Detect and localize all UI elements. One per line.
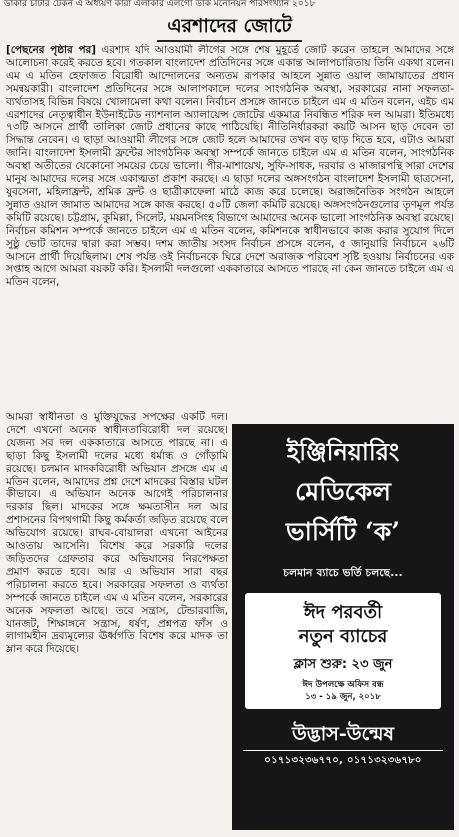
ad-new-batch: নতুন ব্যাচের: [298, 626, 388, 647]
ad-batch-box: [245, 593, 441, 709]
continuation-tag: [পেছনের পৃষ্ঠার পর]: [6, 44, 96, 56]
ad-medical: মেডিকেল: [295, 477, 391, 506]
clipped-previous-text: ডাকার চার্টার টেকন এ অধ্যয়ণ কারা এলাকার এলগো ডাক মনোনয়ন পরিসংখ্যান ২০১৮: [4, 0, 316, 9]
ad-office-notice: ঈদ উপলক্ষে অফিস বন্ধ: [302, 680, 384, 690]
ad-engineering: ইঞ্জিনিয়ারিং: [286, 437, 400, 466]
ad-office-dates: ১৩ - ১৯ জুন, ২০১৮: [305, 692, 381, 702]
headline-area: [0, 9, 459, 42]
article-body-full-width: [6, 44, 454, 410]
coaching-advertisement: [232, 424, 454, 830]
ad-divider: [243, 750, 443, 751]
ad-brand: উদ্ভাস-উন্মেষ: [291, 723, 395, 745]
ad-class-start: ক্লাস শুরু: ২৩ জুন: [293, 657, 393, 672]
article-text-left: আমরা স্বাধীনতা ও মুক্তিযুদ্ধের সপক্ষের একটি দল। দেশে এখনো অনেক স্বাধীনতাবিরোধী দল রয়েছে। যেজন্য সব দল এককাতারে আসতে পারছে না। এ ছাড়া কিছু ইসলামী দলের মধ্যে ধর্মান্ধ ও গোঁড়ামি রয়েছে। চলমান মাদকবিরোধী অভিযান প্রসঙ্গে এম এ মতিন বলেন, আমাদের প্রশ্ন দেশে মাদকের বিস্তার ঘটল কীভাবে। এ অভিযান অনেক আগেই পরিচালনার দরকার ছিল। মাদকের সঙ্গে ক্ষমতাসীন দল আর প্রশাসনের বিপথগামী কিছু কর্মকর্তা জড়িত রয়েছে বলে অভিযোগ রয়েছে। রাঘব-বোয়ালরা এখনো আইনের আওতায় আসেনি। বিশেষ করে সরকারি দলের জড়িতদের গ্রেফতার করে অভিযানের নিরপেক্ষতা প্রমাণ করতে হবে। আর এ অভিযান সারা বছর পরিচালনা করতে হবে। সরকারের সফলতা ও ব্যর্থতা সম্পর্কে জানতে চাইলে এম এ মতিন বলেন, সরকারের অনেক সফলতা আছে। তবে সন্ত্রাস, টেন্ডারবাজি, যানজট, শিক্ষাঙ্গনে সন্ত্রাস, ধর্ষণ, প্রশ্নপত্র ফাঁস ও লাগামহীন দ্রব্যমূল্যের ঊর্ধ্বগতি বিশেষ করে মাদক তা ম্লান করে দিয়েছে।: [6, 411, 228, 656]
article-body-left-column: [6, 411, 228, 832]
article-headline: এরশাদের জোটে: [157, 14, 302, 42]
ad-post-eid: ঈদ পরবর্তী: [303, 602, 383, 623]
article-text-top: এরশাদ যদি আওয়ামী লীগের সঙ্গে শেষ মুহূর্তে জোট করেন তাহলে আমাদের সঙ্গে আলোচনা করেই করতে হবে। গতকাল বাংলাদেশ প্রতিদিনের সঙ্গে একান্ত আলাপচারিতায় তিনি একথা বলেন। এম এ মতিন হেফাজত বিরোধী আন্দোলনের অন্যতম রূপকার আহলে সুন্নাত ওয়াল জামায়াতের প্রধান সমন্বয়কারী। বাংলাদেশ প্রতিদিনের সঙ্গে আলাপকালে দলের সাংগঠনিক অবস্থা, সরকারের নানা সফলতা-ব্যর্থতাসহ বিভিন্ন বিষয়ে খোলামেলা কথা বলেন। নির্বাচন প্রসঙ্গে জানতে চাইলে এম এ মতিন বলেন, এইচ এম এরশাদের নেতৃত্বাধীন ইউনাইটেড ন্যাশনাল অ্যালায়েন্স জোটের একমাত্র নিবন্ধিত শরিক দল আমরা। ইতিমধ্যে ৭৩টি আসনে প্রার্থী তালিকা জোট প্রধানের কাছে পাঠিয়েছি। নীতিনির্ধারকরা কয়টি আসন ছাড় দেবেন তা সিদ্ধান্ত নেবেন। এ ছাড়া আওয়ামী লীগের সঙ্গে জোট হলে আমাদের তখন বড় ছাড় দিতে হবে, এটাও আমরা জানি। বাংলাদেশ ইসলামী ফ্রন্টের সাংগঠনিক অবস্থা সম্পর্কে জানতে চাইলে এম এ মতিন বলেন, সাংগঠনিক অবস্থা অতীতের যেকোনো সময়ের চেয়ে ভালো। পীর-মাশায়েখ, সুফি-সাধক, দরবার ও মাজারপন্থি সারা দেশের মানুষ আমাদের দলের সঙ্গে একাত্মতা প্রকাশ করছে। এ ছাড়া দলের অঙ্গসংগঠন বাংলাদেশ ইসলামী ছাত্রসেনা, যুবসেনা, মহিলাফ্রন্ট, শ্রমিক ফ্রন্ট ও ছাত্রীকাফেলা মাঠে কাজ করে চলেছে। অরাজনৈতিক সংগঠন আহলে সুন্নাত ওয়াল জামাত আমাদের সঙ্গে কাজ করছে। ৫০টি জেলা কমিটি রয়েছে। অঙ্গসংগঠনগুলোর তৃণমূল পর্যন্ত কমিটি রয়েছে। চট্টগ্রাম, কুমিল্লা, সিলেট, ময়মনসিংহ বিভাগে আমাদের অনেক ভালো সাংগঠনিক অবস্থা রয়েছে। নির্বাচন কমিশন সম্পর্কে জানতে চাইলে এম এ মতিন বলেন, কমিশনকে স্বাধীনভাবে কাজ করার সুযোগ দিলে সুষ্ঠু ভোট তাদের দ্বারা করা সম্ভব। দশম জাতীয় সংসদ নির্বাচন প্রসঙ্গে বলেন, ৫ জানুয়ারি নির্বাচনে ২৬টি আসনে প্রার্থী দিয়েছিলাম। শেষ পর্যন্ত ওই নির্বাচনকে ঘিরে দেশে অরাজক পরিবেশ সৃষ্টি হওয়ায় নির্বাচনের এক সপ্তাহ আগে আমরা বয়কট করি। ইসলামী দলগুলো এককাতারে আসতে পারছে না কেন জানতে চাইলে এম এ মতিন বলেন,: [6, 44, 454, 289]
ad-tagline: চলমান ব্যাচে ভর্তি চলছে...: [283, 567, 403, 579]
ad-varsity: ভার্সিটি ‘ক’: [286, 517, 400, 546]
ad-phone-numbers: ০১৭১৩২৩৬৭৭০, ০১৭১৩২৩৬৭৮০: [264, 755, 422, 766]
